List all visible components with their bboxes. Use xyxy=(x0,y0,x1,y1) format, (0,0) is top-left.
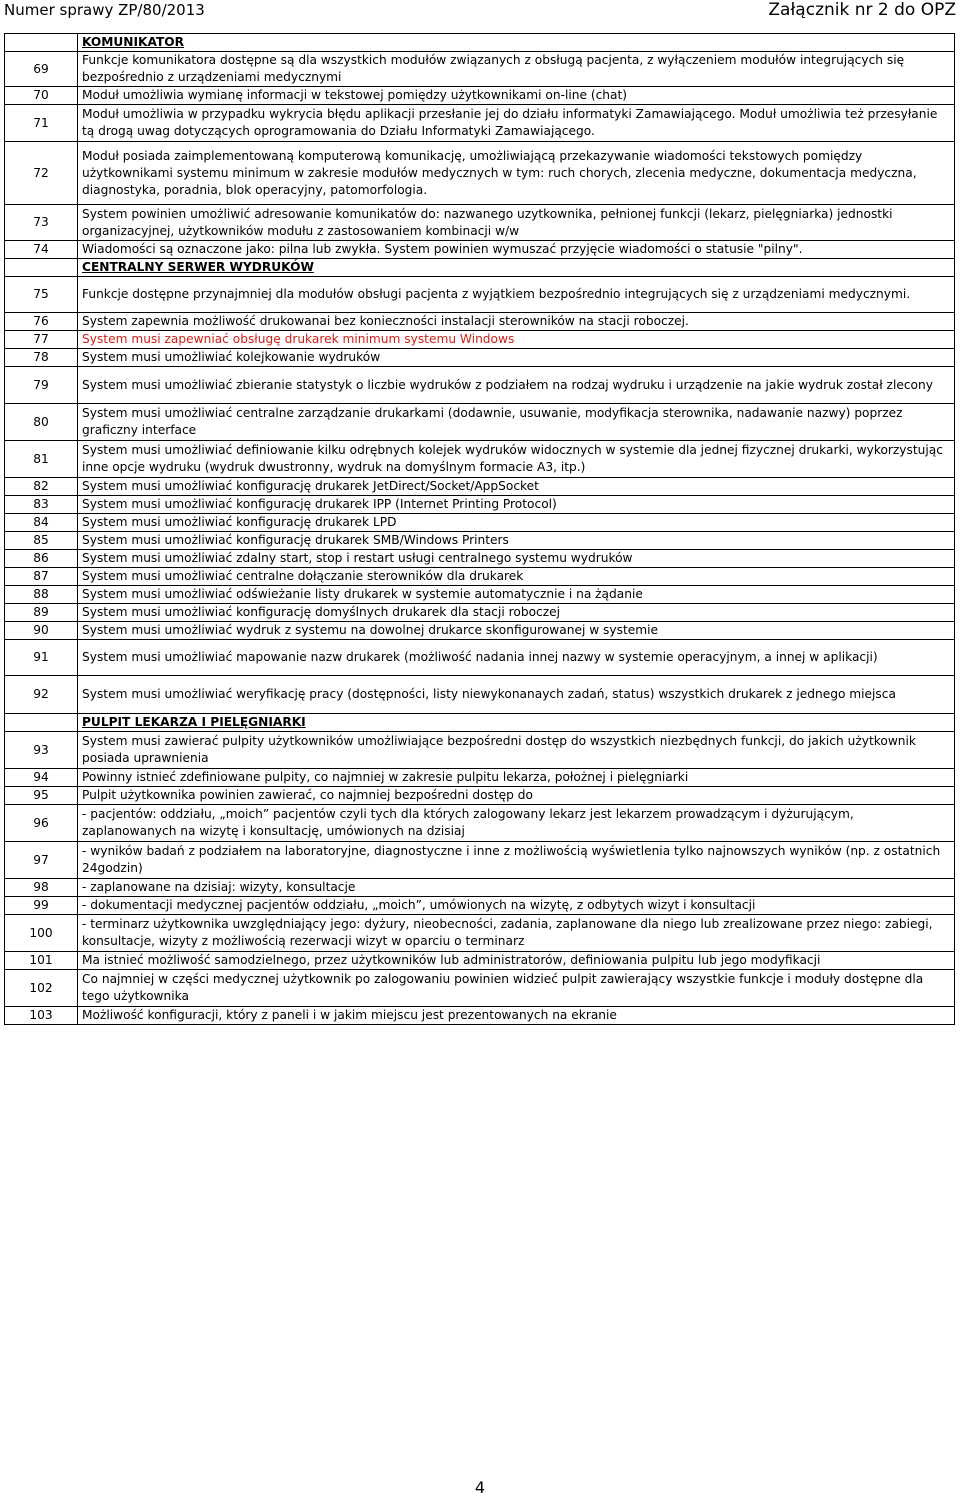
row-number: 72 xyxy=(5,142,78,205)
table-row xyxy=(5,313,955,331)
row-number: 85 xyxy=(5,532,78,550)
row-number: 87 xyxy=(5,568,78,586)
requirement-text: System musi umożliwiać centralne zarządzanie drukarkami (dodawnie, usuwanie, modyfikacja sterownika, nadawanie nazwy) poprzez graficzny interface xyxy=(78,404,955,441)
page-number: 4 xyxy=(474,1478,486,1497)
row-number: 103 xyxy=(5,1007,78,1025)
requirement-text: - dokumentacji medycznej pacjentów oddziału, „moich”, umówionych na wizytę, z odbytych wizyt i konsultacji xyxy=(78,897,955,915)
row-number: 74 xyxy=(5,241,78,259)
page-header xyxy=(0,0,960,24)
requirement-text: System musi umożliwiać zdalny start, stop i restart usługi centralnego systemu wydruków xyxy=(78,550,955,568)
table-row xyxy=(5,586,955,604)
case-number: Numer sprawy ZP/80/2013 xyxy=(4,1,205,19)
table-row xyxy=(5,367,955,404)
table-row xyxy=(5,879,955,897)
requirement-text: System musi umożliwiać odświeżanie listy drukarek w systemie automatycznie i na żądanie xyxy=(78,586,955,604)
requirement-text: System musi umożliwiać konfigurację drukarek LPD xyxy=(78,514,955,532)
row-number: 90 xyxy=(5,622,78,640)
requirement-text: Możliwość konfiguracji, który z paneli i w jakim miejscu jest prezentowanych na ekranie xyxy=(78,1007,955,1025)
requirement-text: System musi umożliwiać konfigurację drukarek JetDirect/Socket/AppSocket xyxy=(78,478,955,496)
table-row xyxy=(5,676,955,714)
requirement-text: - wyników badań z podziałem na laboratoryjne, diagnostyczne i inne z możliwością wyświetlenia tylko najnowszych wyników (np. z ostatnich 24godzin) xyxy=(78,842,955,879)
table-row xyxy=(5,805,955,842)
attachment-label: Załącznik nr 2 do OPZ xyxy=(768,0,956,20)
table-row xyxy=(5,952,955,970)
table-row xyxy=(5,87,955,105)
row-number: 88 xyxy=(5,586,78,604)
section-row xyxy=(5,714,955,732)
row-number: 96 xyxy=(5,805,78,842)
table-row xyxy=(5,622,955,640)
row-number: 101 xyxy=(5,952,78,970)
row-number: 70 xyxy=(5,87,78,105)
section-title: KOMUNIKATOR xyxy=(78,34,955,52)
requirement-text: System powinien umożliwić adresowanie komunikatów do: nazwanego uzytkownika, pełnionej funkcji (lekarz, pielęgniarka) jednostki organizacyjnej, użytkowników modułu z zastosowaniem kombinacji w/w xyxy=(78,205,955,241)
requirement-text: Moduł umożliwia w przypadku wykrycia błędu aplikacji przesłanie jej do działu informatyki Zamawiającego. Moduł umożliwia też przesyłanie tą drogą uwag dotyczących oprogramowania do Działu Informatyki Zamawiającego. xyxy=(78,105,955,142)
row-number: 102 xyxy=(5,970,78,1007)
table-row xyxy=(5,52,955,87)
table-row xyxy=(5,769,955,787)
row-number xyxy=(5,714,78,732)
row-number: 94 xyxy=(5,769,78,787)
requirement-text: System zapewnia możliwość drukowanai bez konieczności instalacji sterowników na stacji roboczej. xyxy=(78,313,955,331)
table-row xyxy=(5,732,955,769)
requirement-text: Moduł posiada zaimplementowaną komputerową komunikację, umożliwiającą przekazywanie wiadomości tekstowych pomiędzy użytkownikami systemu minimum w zakresie modułów medycznych w tym: ruch chorych, zlecenia medyczne, dokumentacja medyczna, diagnostyka, poradnia, blok operacyjny, patomorfologia. xyxy=(78,142,955,205)
requirement-text: System musi umożliwiać wydruk z systemu na dowolnej drukarce skonfigurowanej w systemie xyxy=(78,622,955,640)
row-number: 71 xyxy=(5,105,78,142)
requirement-text: System musi zawierać pulpity użytkowników umożliwiające bezpośredni dostęp do wszystkich niezbędnych funkcji, do jakich użytkownik posiada uprawnienia xyxy=(78,732,955,769)
row-number: 93 xyxy=(5,732,78,769)
table-row xyxy=(5,514,955,532)
section-title: PULPIT LEKARZA I PIELĘGNIARKI xyxy=(78,714,955,732)
table-row xyxy=(5,970,955,1007)
row-number: 78 xyxy=(5,349,78,367)
row-number: 99 xyxy=(5,897,78,915)
table-row xyxy=(5,142,955,205)
row-number: 75 xyxy=(5,277,78,313)
table-row xyxy=(5,550,955,568)
requirement-text: - zaplanowane na dzisiaj: wizyty, konsultacje xyxy=(78,879,955,897)
table-row xyxy=(5,241,955,259)
requirement-text: System musi umożliwiać konfigurację drukarek IPP (Internet Printing Protocol) xyxy=(78,496,955,514)
table-row xyxy=(5,842,955,879)
table-row xyxy=(5,349,955,367)
row-number: 73 xyxy=(5,205,78,241)
row-number: 82 xyxy=(5,478,78,496)
table-row xyxy=(5,478,955,496)
table-row xyxy=(5,568,955,586)
row-number: 81 xyxy=(5,441,78,478)
table-row xyxy=(5,441,955,478)
table-row xyxy=(5,277,955,313)
table-row xyxy=(5,915,955,952)
table-row xyxy=(5,404,955,441)
requirement-text: System musi umożliwiać konfigurację domyślnych drukarek dla stacji roboczej xyxy=(78,604,955,622)
section-title: CENTRALNY SERWER WYDRUKÓW xyxy=(78,259,955,277)
row-number: 91 xyxy=(5,640,78,676)
table-row xyxy=(5,331,955,349)
row-number: 77 xyxy=(5,331,78,349)
requirement-text: Funkcje dostępne przynajmniej dla modułów obsługi pacjenta z wyjątkiem bezpośrednio integrujących się z urządzeniami medycznymi. xyxy=(78,277,955,313)
table-row xyxy=(5,105,955,142)
requirement-text: System musi umożliwiać centralne dołączanie sterowników dla drukarek xyxy=(78,568,955,586)
requirement-text: Powinny istnieć zdefiniowane pulpity, co najmniej w zakresie pulpitu lekarza, położnej i pielęgniarki xyxy=(78,769,955,787)
row-number: 98 xyxy=(5,879,78,897)
requirement-text: Ma istnieć możliwość samodzielnego, przez użytkowników lub administratorów, definiowania pulpitu lub jego modyfikacji xyxy=(78,952,955,970)
row-number xyxy=(5,34,78,52)
section-row xyxy=(5,259,955,277)
requirement-text: Co najmniej w części medycznej użytkownik po zalogowaniu powinien widzieć pulpit zawierający wszystkie funkcje i moduły dostępne dla tego użytkownika xyxy=(78,970,955,1007)
table-row xyxy=(5,787,955,805)
table-row xyxy=(5,532,955,550)
row-number: 69 xyxy=(5,52,78,87)
requirement-text: System musi umożliwiać weryfikację pracy (dostępności, listy niewykonanaych zadań, status) wszystkich drukarek z jednego miejsca xyxy=(78,676,955,714)
section-row xyxy=(5,34,955,52)
row-number: 76 xyxy=(5,313,78,331)
requirement-text: System musi umożliwiać zbieranie statystyk o liczbie wydruków z podziałem na rodzaj wydruku i urządzenie na jakie wydruk został zlecony xyxy=(78,367,955,404)
table-row xyxy=(5,897,955,915)
table-row xyxy=(5,1007,955,1025)
row-number: 80 xyxy=(5,404,78,441)
requirement-text: System musi umożliwiać mapowanie nazw drukarek (możliwość nadania innej nazwy w systemie operacyjnym, a innej w aplikacji) xyxy=(78,640,955,676)
requirement-text: Wiadomości są oznaczone jako: pilna lub zwykła. System powinien wymuszać przyjęcie wiadomości o statusie "pilny". xyxy=(78,241,955,259)
requirement-text: System musi umożliwiać definiowanie kilku odrębnych kolejek wydruków widocznych w systemie dla jednej fizycznej drukarki, wykorzystując inne opcje wydruku (wydruk dwustronny, wydruk na domyślnym formacie A3, itp.) xyxy=(78,441,955,478)
requirement-text: System musi zapewniać obsługę drukarek minimum systemu Windows xyxy=(78,331,955,349)
row-number: 95 xyxy=(5,787,78,805)
requirement-text: Pulpit użytkownika powinien zawierać, co najmniej bezpośredni dostęp do xyxy=(78,787,955,805)
table-row xyxy=(5,496,955,514)
row-number: 100 xyxy=(5,915,78,952)
row-number xyxy=(5,259,78,277)
requirement-text: Moduł umożliwia wymianę informacji w tekstowej pomiędzy użytkownikami on-line (chat) xyxy=(78,87,955,105)
row-number: 86 xyxy=(5,550,78,568)
row-number: 79 xyxy=(5,367,78,404)
row-number: 89 xyxy=(5,604,78,622)
requirements-table xyxy=(4,33,955,1025)
requirement-text: Funkcje komunikatora dostępne są dla wszystkich modułów związanych z obsługą pacjenta, z wyłączeniem modułów integrujących się bezpośrednio z urządzeniami medycznymi xyxy=(78,52,955,87)
row-number: 83 xyxy=(5,496,78,514)
requirement-text: System musi umożliwiać kolejkowanie wydruków xyxy=(78,349,955,367)
row-number: 97 xyxy=(5,842,78,879)
requirement-text: System musi umożliwiać konfigurację drukarek SMB/Windows Printers xyxy=(78,532,955,550)
requirement-text: - terminarz użytkownika uwzględniający jego: dyżury, nieobecności, zadania, zaplanowane dla niego lub zrealizowane przez niego: zabiegi, konsultacje, wizyty z możliwością rezerwacji wizyt w oparciu o terminarz xyxy=(78,915,955,952)
table-row xyxy=(5,205,955,241)
table-row xyxy=(5,604,955,622)
row-number: 84 xyxy=(5,514,78,532)
row-number: 92 xyxy=(5,676,78,714)
requirement-text: - pacjentów: oddziału, „moich” pacjentów czyli tych dla których zalogowany lekarz jest lekarzem prowadzącym i dyżurującym, zaplanowanych na wizytę i konsultację, umówionych na dzisiaj xyxy=(78,805,955,842)
table-row xyxy=(5,640,955,676)
